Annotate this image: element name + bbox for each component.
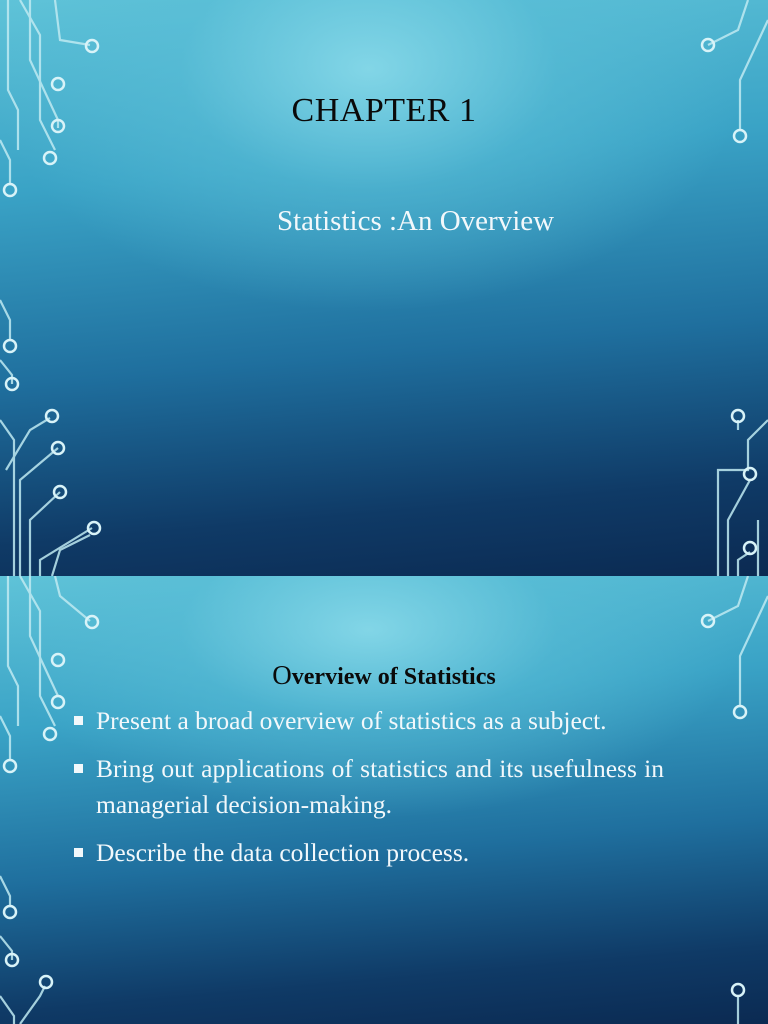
square-bullet-icon	[74, 848, 83, 857]
overview-title-first-letter: O	[272, 660, 292, 690]
bullet-text: Present a broad overview of statistics as a subject.	[96, 706, 607, 735]
chapter-subtitle: Statistics :An Overview	[277, 205, 555, 237]
square-bullet-icon	[74, 764, 83, 773]
overview-title	[0, 660, 768, 691]
circuit-decoration-left	[0, 0, 110, 576]
bullet-text: Describe the data collection process.	[96, 838, 470, 867]
circuit-decoration-right	[678, 576, 768, 1024]
circuit-decoration-right	[678, 0, 768, 576]
objectives-list	[72, 703, 664, 883]
bullet-text: Bring out applications of statistics and its usefulness in managerial decision-making.	[96, 754, 664, 819]
overview-slide	[0, 576, 768, 1024]
list-item	[72, 835, 664, 871]
list-item	[72, 751, 664, 823]
square-bullet-icon	[74, 716, 83, 725]
overview-title-rest: verview of Statistics	[291, 664, 496, 690]
list-item	[72, 703, 664, 739]
chapter-title: CHAPTER 1	[291, 92, 477, 129]
